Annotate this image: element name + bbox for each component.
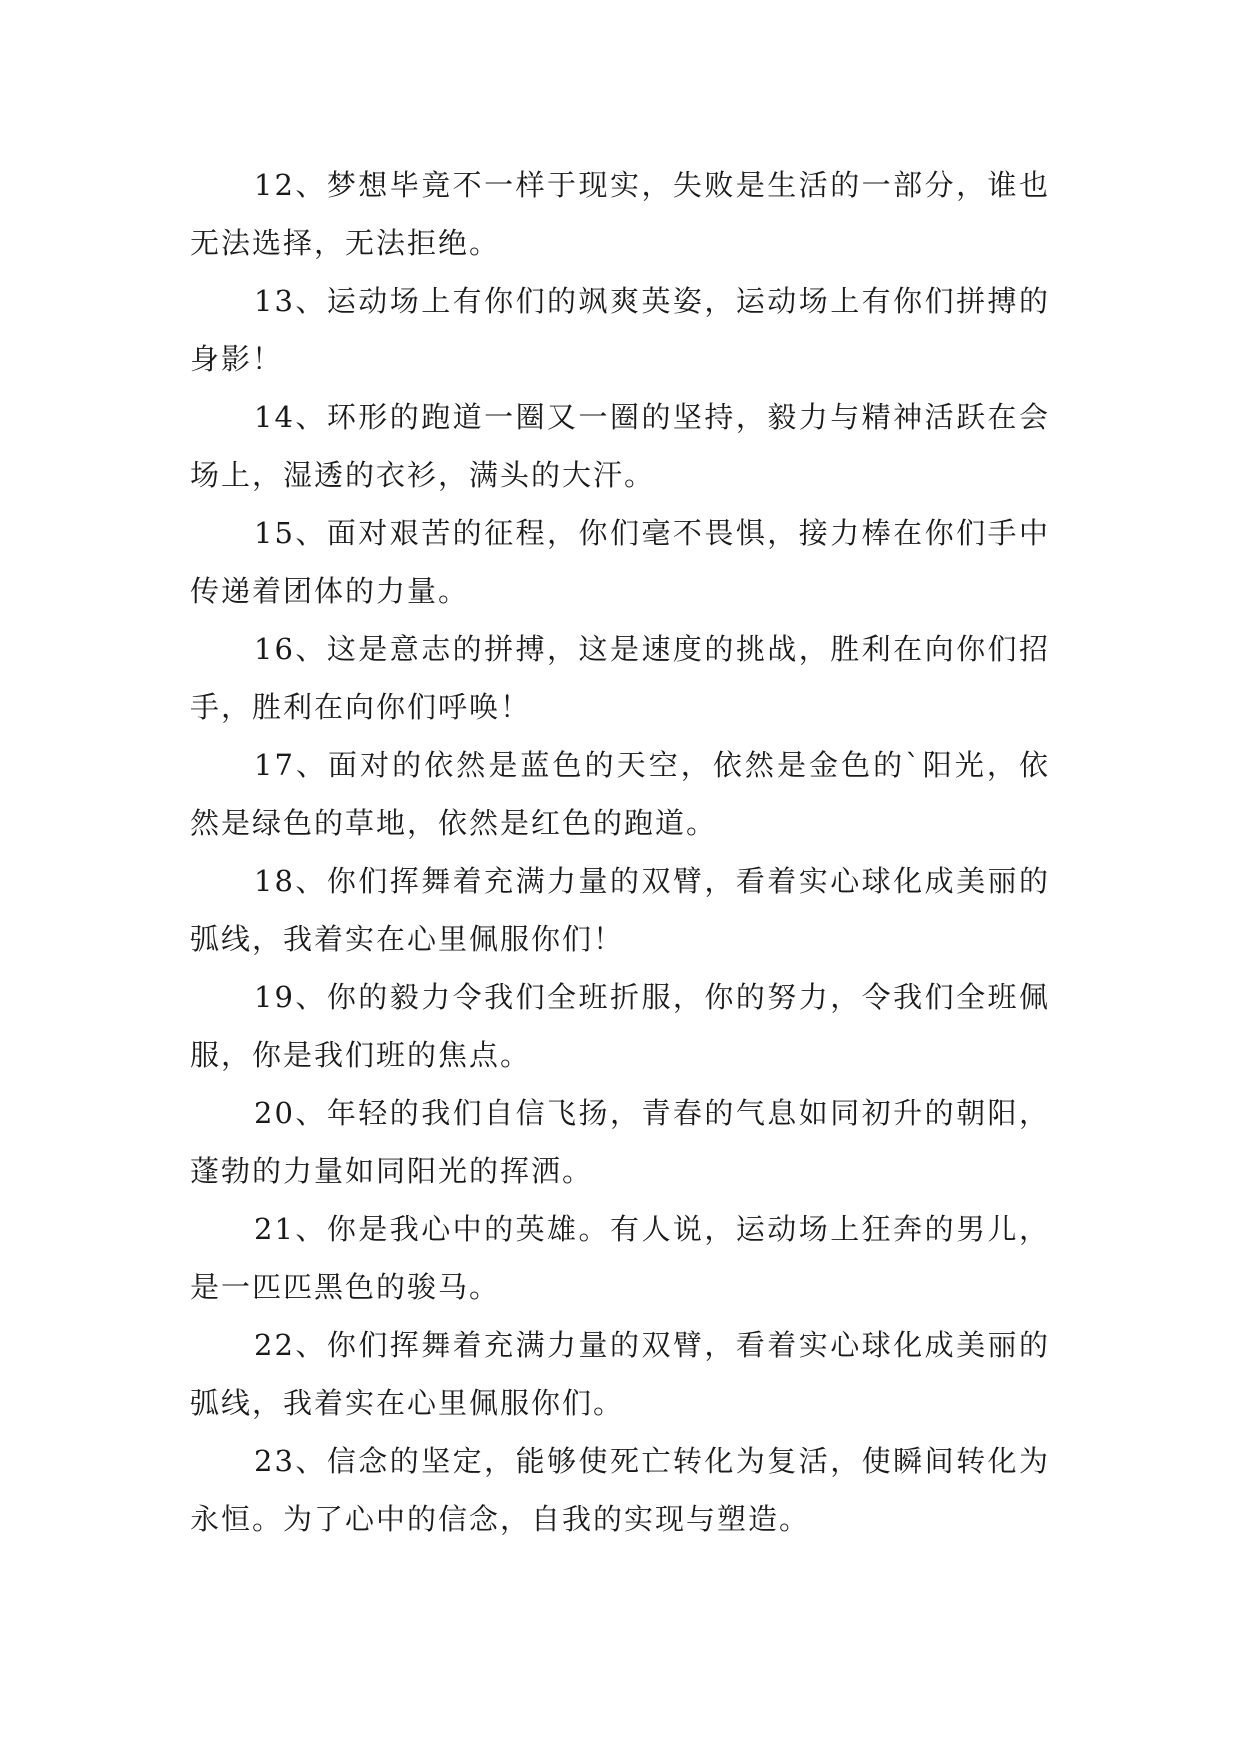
paragraph-21: 21、你是我心中的英雄。有人说，运动场上狂奔的男儿，是一匹匹黑色的骏马。 bbox=[190, 1212, 1050, 1304]
paragraph-14: 14、环形的跑道一圈又一圈的坚持，毅力与精神活跃在会场上，湿透的衣衫，满头的大汗。 bbox=[190, 400, 1050, 492]
paragraph-15: 15、面对艰苦的征程，你们毫不畏惧，接力棒在你们手中传递着团体的力量。 bbox=[190, 516, 1050, 608]
paragraph-12: 12、梦想毕竟不一样于现实，失败是生活的一部分，谁也无法选择，无法拒绝。 bbox=[190, 168, 1050, 260]
paragraph-20: 20、年轻的我们自信飞扬，青春的气息如同初升的朝阳，蓬勃的力量如同阳光的挥洒。 bbox=[190, 1096, 1050, 1188]
paragraph-18: 18、你们挥舞着充满力量的双臂，看着实心球化成美丽的弧线，我着实在心里佩服你们！ bbox=[190, 864, 1050, 956]
paragraph-16: 16、这是意志的拼搏，这是速度的挑战，胜利在向你们招手，胜利在向你们呼唤！ bbox=[190, 632, 1050, 724]
paragraph-23: 23、信念的坚定，能够使死亡转化为复活，使瞬间转化为永恒。为了心中的信念，自我的实现与塑造。 bbox=[190, 1444, 1050, 1536]
paragraph-13: 13、运动场上有你们的飒爽英姿，运动场上有你们拼搏的身影！ bbox=[190, 284, 1050, 376]
paragraph-17: 17、面对的依然是蓝色的天空，依然是金色的`阳光，依然是绿色的草地，依然是红色的跑道。 bbox=[190, 748, 1050, 840]
paragraph-22: 22、你们挥舞着充满力量的双臂，看着实心球化成美丽的弧线，我着实在心里佩服你们。 bbox=[190, 1328, 1050, 1420]
document-body bbox=[190, 156, 1050, 1548]
paragraph-19: 19、你的毅力令我们全班折服，你的努力，令我们全班佩服，你是我们班的焦点。 bbox=[190, 980, 1050, 1072]
